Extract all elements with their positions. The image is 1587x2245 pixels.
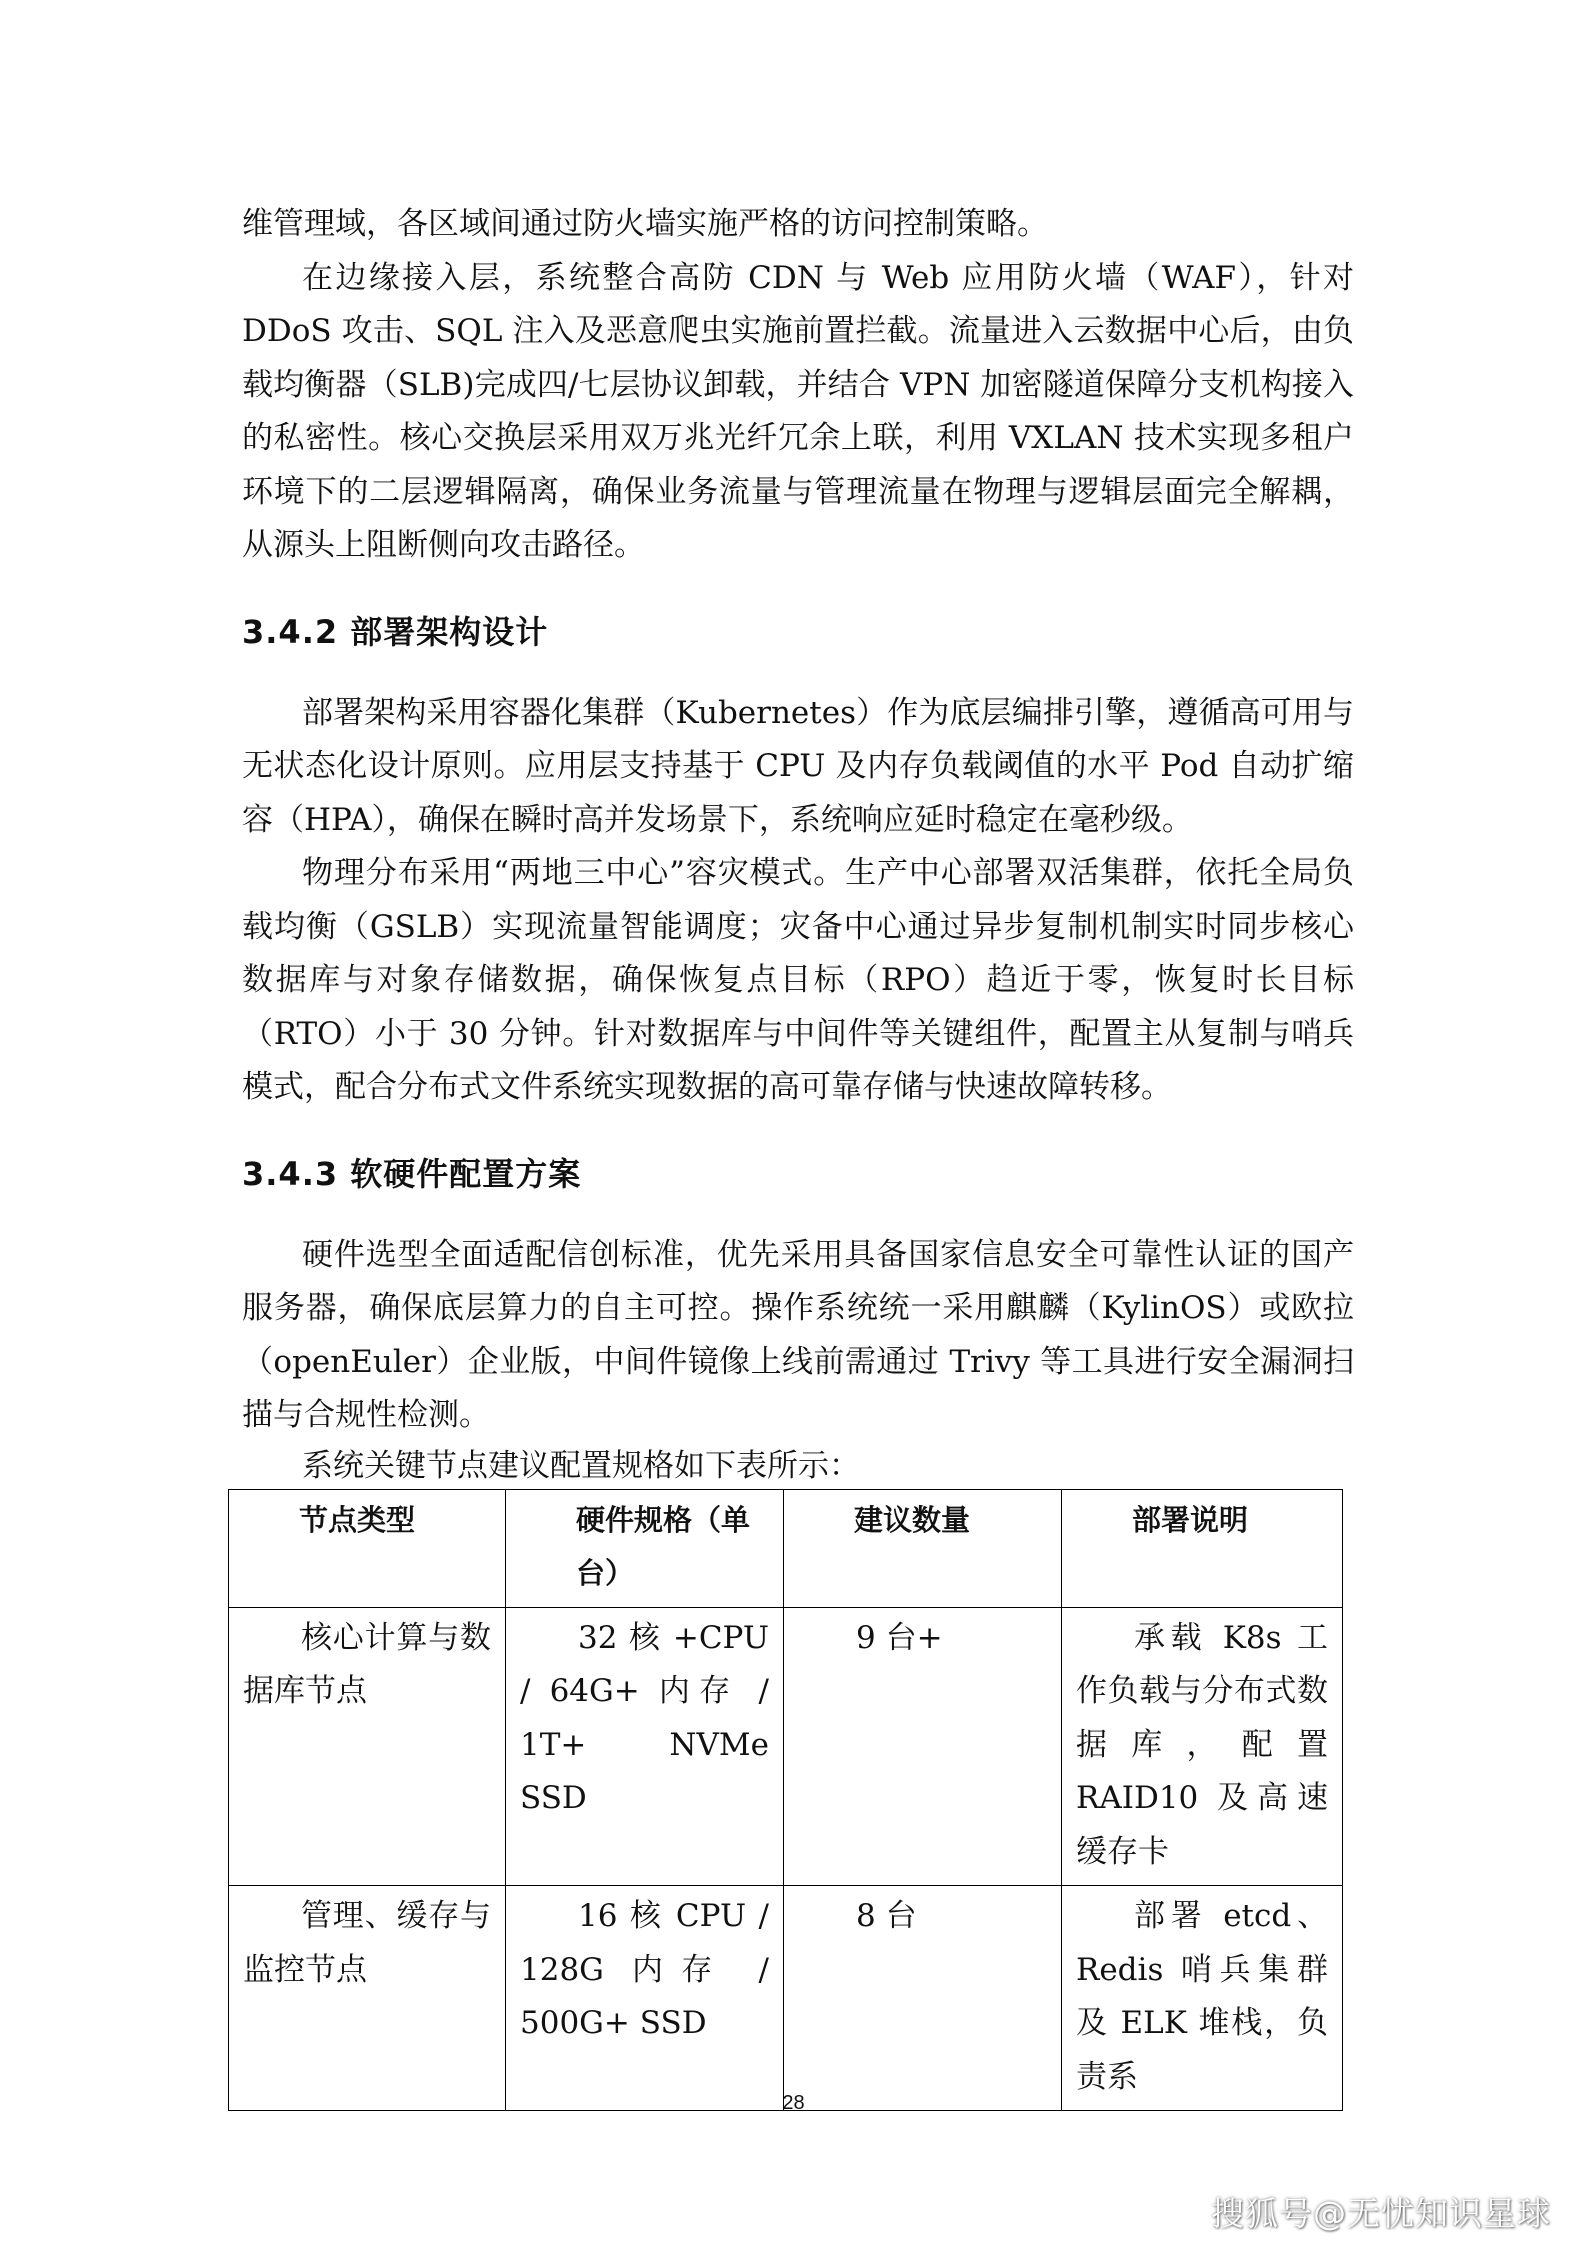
paragraph-hardware-selection: 硬件选型全面适配信创标准，优先采用具备国家信息安全可靠性认证的国产服务器，确保底层算力的自主可控。操作系统统一采用麒麟（KylinOS）或欧拉（openEuler）企业版，中间件镜像上线前需通过 Trivy 等工具进行安全漏洞扫描与合规性检测。 bbox=[242, 1236, 1354, 1433]
table-row bbox=[229, 1607, 1343, 1886]
paragraph-disaster-recovery: 物理分布采用“两地三中心”容灾模式。生产中心部署双活集群，依托全局负载均衡（GSLB）实现流量智能调度；灾备中心通过异步复制机制实时同步核心数据库与对象存储数据，确保恢复点目标（RPO）趋近于零，恢复时长目标（RTO）小于 30 分钟。针对数据库与中间件等关键组件，配置主从复制与哨兵模式，配合分布式文件系统实现数据的高可靠存储与快速故障转移。 bbox=[242, 855, 1354, 1105]
header-node-type: 节点类型 bbox=[229, 1489, 506, 1607]
cell-quantity: 9 台+ bbox=[784, 1607, 1062, 1886]
watermark: 搜狐号@无忧知识星球 bbox=[1211, 2194, 1551, 2233]
table-row bbox=[229, 1886, 1343, 2111]
cell-hardware-spec: 16 核 CPU / 128G 内存 / 500G+ SSD bbox=[506, 1886, 784, 2111]
cell-node-type: 核心计算与数据库节点 bbox=[229, 1607, 506, 1886]
page-content bbox=[242, 198, 1354, 2111]
node-spec-table bbox=[228, 1489, 1343, 2112]
section-heading-3-4-3: 3.4.3 软硬件配置方案 bbox=[242, 1154, 582, 1193]
cell-deployment-notes: 部署 etcd、Redis 哨兵集群及 ELK 堆栈，负责系 bbox=[1062, 1886, 1343, 2111]
table-caption: 系统关键节点建议配置规格如下表所示： bbox=[302, 1447, 860, 1484]
cell-hardware-spec: 32 核 +CPU / 64G+ 内存 / 1T+ NVMe SSD bbox=[506, 1607, 784, 1886]
cell-node-type: 管理、缓存与监控节点 bbox=[229, 1886, 506, 2111]
header-hardware-spec: 硬件规格（单台） bbox=[506, 1489, 784, 1607]
table-header-row bbox=[229, 1489, 1343, 1607]
cell-deployment-notes: 承载 K8s 工作负载与分布式数据库，配置 RAID10 及高速缓存卡 bbox=[1062, 1607, 1343, 1886]
paragraph-edge-access: 在边缘接入层，系统整合高防 CDN 与 Web 应用防火墙（WAF），针对 DDoS 攻击、SQL 注入及恶意爬虫实施前置拦截。流量进入云数据中心后，由负载均衡器（SLB)完成四/七层协议卸载，并结合 VPN 加密隧道保障分支机构接入的私密性。核心交换层采用双万兆光纤冗余上联，利用 VXLAN 技术实现多租户环境下的二层逻辑隔离，确保业务流量与管理流量在物理与逻辑层面完全解耦，从源头上阻断侧向攻击路径。 bbox=[242, 259, 1354, 563]
cell-quantity: 8 台 bbox=[784, 1886, 1062, 2111]
header-quantity: 建议数量 bbox=[784, 1489, 1062, 1607]
page-number: 28 bbox=[782, 2092, 805, 2114]
section-heading-3-4-2: 3.4.2 部署架构设计 bbox=[242, 612, 549, 651]
paragraph-continuation: 维管理域，各区域间通过防火墙实施严格的访问控制策略。 bbox=[242, 206, 1048, 242]
paragraph-deployment-architecture: 部署架构采用容器化集群（Kubernetes）作为底层编排引擎，遵循高可用与无状态化设计原则。应用层支持基于 CPU 及内存负载阈值的水平 Pod 自动扩缩容（HPA），确保在瞬时高并发场景下，系统响应延时稳定在毫秒级。 bbox=[242, 694, 1354, 838]
header-deployment-notes: 部署说明 bbox=[1062, 1489, 1343, 1607]
